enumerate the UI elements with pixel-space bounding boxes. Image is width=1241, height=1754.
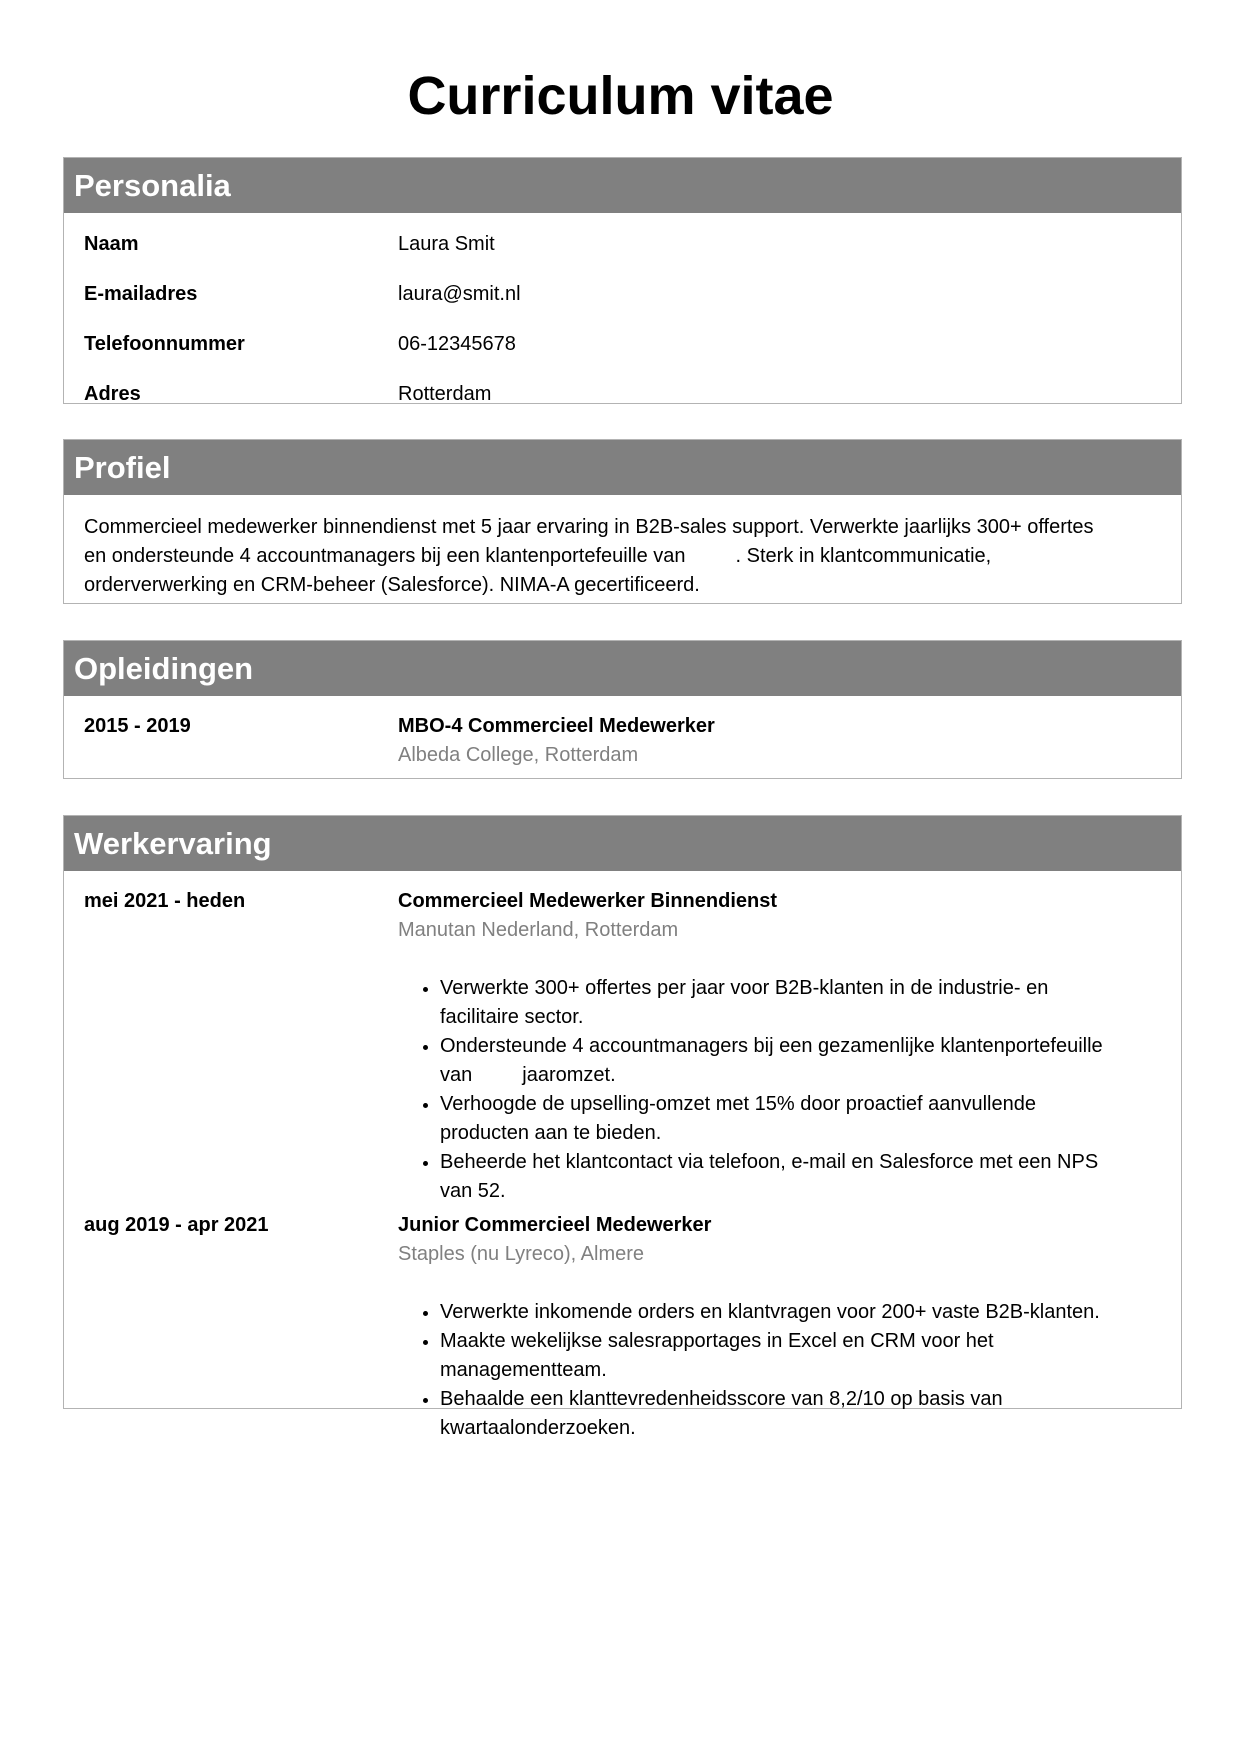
work-bullet — [440, 1032, 1161, 1090]
education-entry — [84, 712, 1161, 770]
profile-line-1: Commercieel medewerker binnendienst met 5 jaar ervaring in B2B-sales support. Verwerkte jaarlijks 300+ offertes — [84, 516, 1094, 538]
werkervaring-section — [63, 815, 1182, 1439]
personal-row-email — [84, 280, 1161, 330]
personal-row-address — [84, 380, 1161, 409]
work-bullet-line: Behaalde een klanttevredenheidsscore van 8,2/10 op basis van — [440, 1388, 1003, 1410]
work-bullet — [440, 1385, 1161, 1443]
education-institution: Albeda College, Rotterdam — [398, 744, 639, 766]
work-bullet-line: kwartaalonderzoeken. — [440, 1417, 636, 1439]
work-company: Staples (nu Lyreco), Almere — [398, 1243, 645, 1265]
work-bullet-line: facilitaire sector. — [440, 1006, 584, 1028]
work-details — [398, 1211, 1161, 1443]
personal-row-phone — [84, 330, 1161, 380]
work-bullet-line: van 52. — [440, 1180, 506, 1202]
name-value: Laura Smit — [398, 233, 495, 255]
address-value: Rotterdam — [398, 383, 492, 405]
work-bullet-line: Ondersteunde 4 accountmanagers bij een gezamenlijke klantenportefeuille — [440, 1035, 1103, 1057]
work-details — [398, 887, 1161, 1206]
work-bullet-list — [398, 974, 1161, 1206]
work-entry — [84, 1211, 1161, 1443]
profile-line-3: orderverwerking en CRM-beheer (Salesforce). NIMA-A gecertificeerd. — [84, 574, 700, 596]
work-bullet-line: managementteam. — [440, 1359, 607, 1381]
werkervaring-heading: Werkervaring — [64, 816, 1181, 871]
work-bullet-list — [398, 1298, 1161, 1443]
name-label: Naam — [84, 233, 139, 255]
profile-text — [84, 513, 1161, 600]
work-entry — [84, 887, 1161, 1206]
profiel-body — [64, 495, 1181, 620]
profile-line-2b: . Sterk in klantcommunicatie, — [735, 545, 992, 567]
email-value: laura@smit.nl — [398, 283, 521, 305]
opleidingen-section — [63, 640, 1182, 779]
phone-label: Telefoonnummer — [84, 333, 245, 355]
work-bullet — [440, 1298, 1161, 1327]
education-title: MBO-4 Commercieel Medewerker — [398, 715, 715, 737]
work-bullet-line: Verwerkte 300+ offertes per jaar voor B2B-klanten in de industrie- en — [440, 977, 1049, 999]
work-bullet — [440, 1090, 1161, 1148]
opleidingen-heading: Opleidingen — [64, 641, 1181, 696]
work-period: mei 2021 - heden — [84, 890, 246, 912]
personalia-heading: Personalia — [64, 158, 1181, 213]
education-period: 2015 - 2019 — [84, 715, 191, 737]
work-period: aug 2019 - apr 2021 — [84, 1214, 269, 1236]
profile-line-2 — [84, 542, 1161, 571]
work-bullet-line: jaaromzet. — [522, 1064, 616, 1086]
work-bullet-line: producten aan te bieden. — [440, 1122, 662, 1144]
work-bullet — [440, 974, 1161, 1032]
personalia-section — [63, 157, 1182, 404]
werkervaring-body — [64, 871, 1181, 1463]
work-bullet-line: Maakte wekelijkse salesrapportages in Excel en CRM voor het — [440, 1330, 994, 1352]
work-bullet-line: van — [440, 1064, 473, 1086]
education-details — [398, 712, 1161, 770]
work-bullet-line: Verwerkte inkomende orders en klantvragen voor 200+ vaste B2B-klanten. — [440, 1301, 1100, 1323]
profile-line-2a: en ondersteunde 4 accountmanagers bij een klantenportefeuille van — [84, 545, 686, 567]
personalia-body — [64, 213, 1181, 429]
work-title: Junior Commercieel Medewerker — [398, 1214, 712, 1236]
address-label: Adres — [84, 383, 141, 405]
phone-value: 06-12345678 — [398, 333, 516, 355]
personal-row-name — [84, 230, 1161, 280]
email-label: E-mailadres — [84, 283, 198, 305]
profiel-heading: Profiel — [64, 440, 1181, 495]
work-bullet — [440, 1148, 1161, 1206]
work-company: Manutan Nederland, Rotterdam — [398, 919, 679, 941]
page-title: Curriculum vitae — [407, 66, 834, 126]
work-bullet-line: Verhoogde de upselling-omzet met 15% door proactief aanvullende — [440, 1093, 1036, 1115]
work-bullet-line: Beheerde het klantcontact via telefoon, e-mail en Salesforce met een NPS — [440, 1151, 1099, 1173]
profiel-section — [63, 439, 1182, 604]
opleidingen-body — [64, 696, 1181, 790]
work-bullet — [440, 1327, 1161, 1385]
work-title: Commercieel Medewerker Binnendienst — [398, 890, 778, 912]
